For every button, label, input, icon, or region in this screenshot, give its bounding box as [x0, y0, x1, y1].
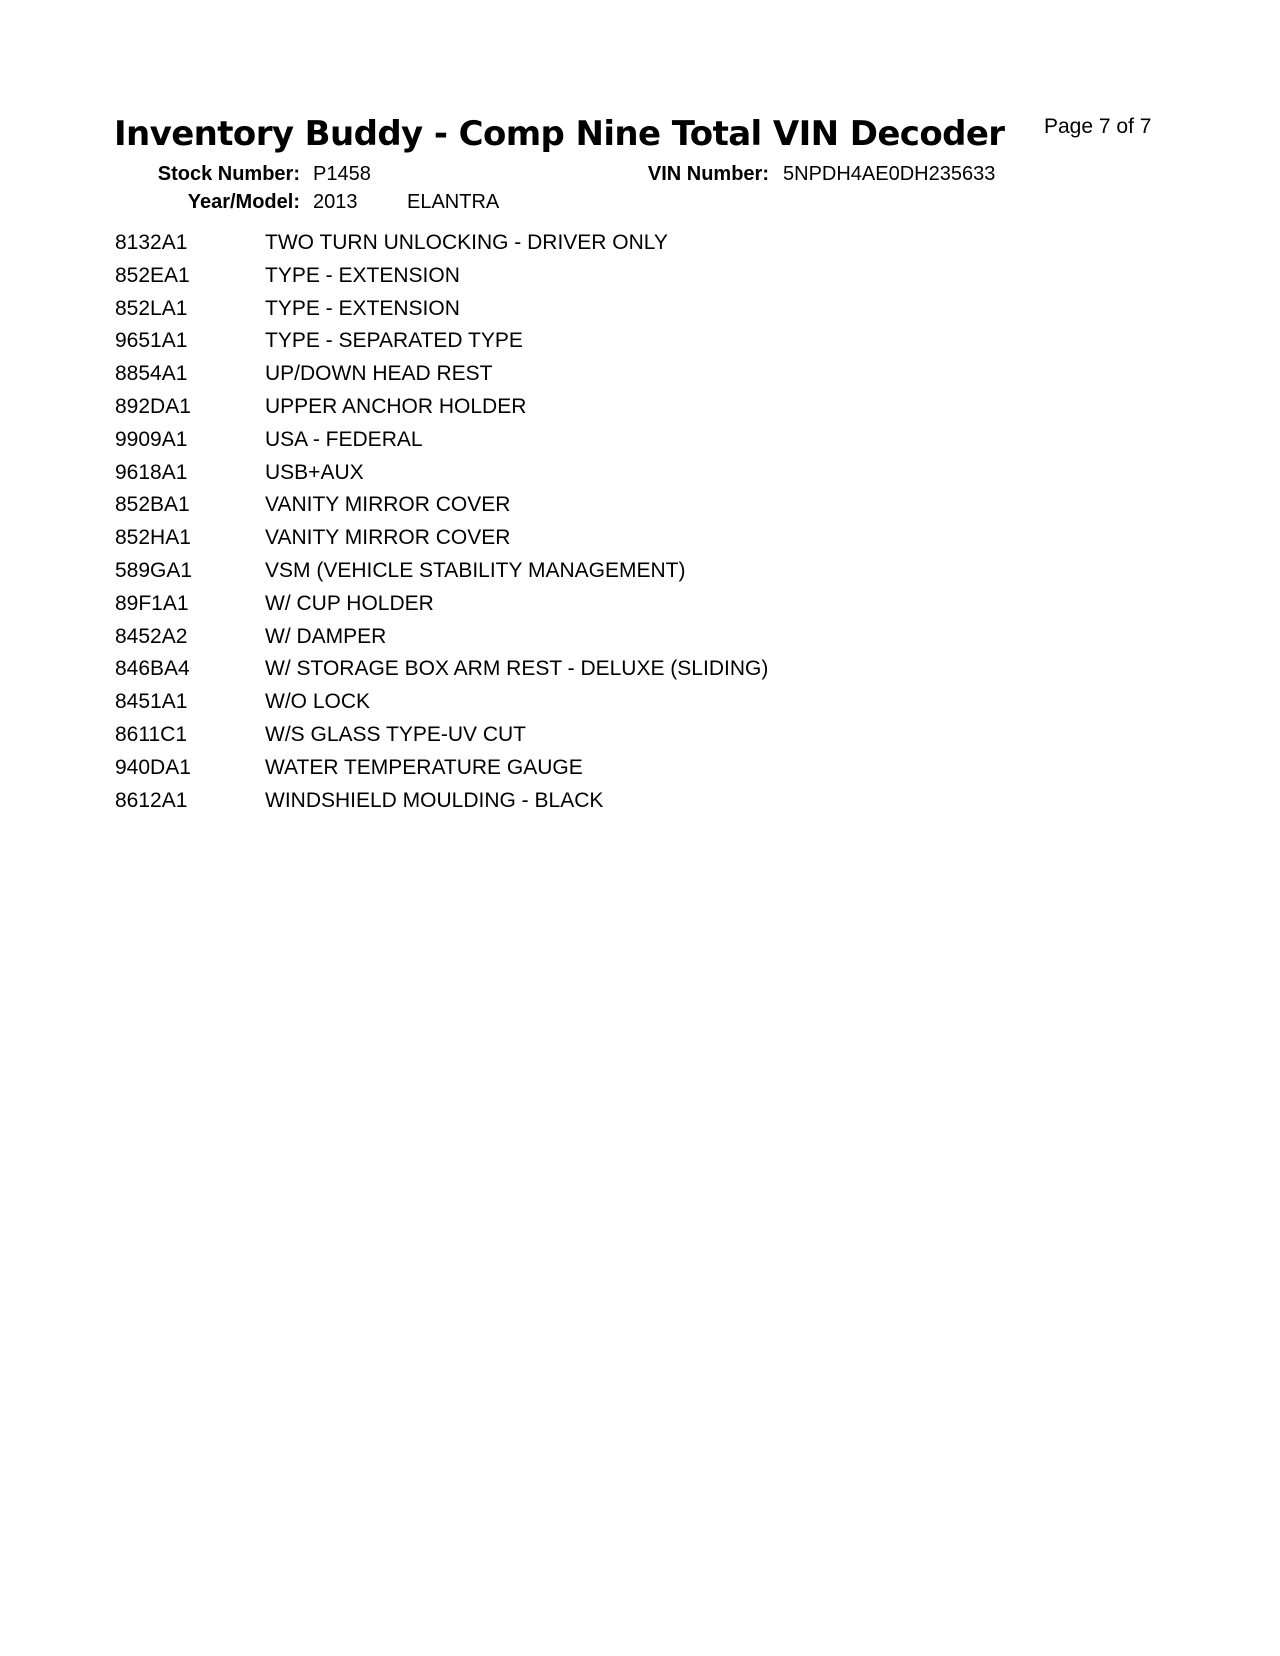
option-row	[115, 786, 1015, 819]
option-row	[115, 622, 1015, 655]
stock-number-label: Stock Number:	[157, 163, 300, 185]
option-code: 8452A2	[115, 624, 188, 648]
option-code: 89F1A1	[115, 591, 189, 615]
option-row	[115, 720, 1015, 753]
option-description: TWO TURN UNLOCKING - DRIVER ONLY	[265, 231, 668, 254]
option-code: 9618A1	[115, 460, 188, 484]
option-row	[115, 458, 1015, 491]
vin-label: VIN Number:	[647, 163, 769, 185]
option-row	[115, 523, 1015, 556]
option-row	[115, 687, 1015, 720]
option-description: W/ DAMPER	[265, 624, 387, 648]
option-description: UPPER ANCHOR HOLDER	[265, 394, 527, 418]
page-number: Page 7 of 7	[1044, 115, 1152, 138]
option-description: W/S GLASS TYPE-UV CUT	[265, 722, 526, 746]
option-row	[115, 359, 1015, 392]
model-value: ELANTRA	[407, 191, 500, 213]
option-code: 852LA1	[115, 296, 188, 320]
option-description: TYPE - SEPARATED TYPE	[265, 329, 523, 353]
option-code: 940DA1	[115, 755, 191, 779]
option-code: 852HA1	[115, 526, 191, 550]
year-value: 2013	[313, 191, 358, 213]
page-title: Inventory Buddy - Comp Nine Total VIN Decoder	[114, 114, 1005, 154]
option-description: VANITY MIRROR COVER	[265, 526, 511, 550]
option-row	[115, 753, 1015, 786]
stock-number-value: P1458	[313, 163, 371, 185]
option-description: TYPE - EXTENSION	[265, 263, 460, 287]
option-code: 8854A1	[115, 362, 188, 386]
option-code: 8451A1	[115, 690, 188, 714]
option-row	[115, 654, 1015, 687]
option-row	[115, 589, 1015, 622]
option-row	[115, 326, 1015, 359]
option-row	[115, 294, 1015, 327]
option-code: 846BA4	[115, 657, 190, 681]
option-list	[115, 228, 1015, 818]
year-model-label: Year/Model:	[187, 191, 300, 213]
option-row	[115, 425, 1015, 458]
option-description: USB+AUX	[265, 460, 364, 484]
option-row	[115, 228, 1015, 261]
option-code: 8132A1	[115, 231, 188, 254]
option-code: 9909A1	[115, 427, 188, 451]
option-code: 8612A1	[115, 788, 188, 812]
option-description: TYPE - EXTENSION	[265, 296, 460, 320]
option-description: VANITY MIRROR COVER	[265, 493, 511, 517]
option-row	[115, 556, 1015, 589]
option-row	[115, 392, 1015, 425]
option-row	[115, 261, 1015, 294]
option-description: WINDSHIELD MOULDING - BLACK	[265, 788, 604, 812]
option-description: USA - FEDERAL	[265, 427, 423, 451]
option-code: 9651A1	[115, 329, 188, 353]
vin-value: 5NPDH4AE0DH235633	[783, 163, 996, 185]
option-description: VSM (VEHICLE STABILITY MANAGEMENT)	[265, 558, 686, 582]
option-row	[115, 490, 1015, 523]
option-description: W/ CUP HOLDER	[265, 591, 434, 615]
option-description: W/ STORAGE BOX ARM REST - DELUXE (SLIDING)	[265, 657, 769, 681]
option-code: 852EA1	[115, 263, 190, 287]
option-description: W/O LOCK	[265, 690, 371, 714]
option-code: 892DA1	[115, 394, 191, 418]
option-code: 852BA1	[115, 493, 190, 517]
option-description: UP/DOWN HEAD REST	[265, 362, 493, 386]
option-description: WATER TEMPERATURE GAUGE	[265, 755, 583, 779]
option-code: 8611C1	[115, 722, 188, 746]
option-code: 589GA1	[115, 558, 193, 582]
